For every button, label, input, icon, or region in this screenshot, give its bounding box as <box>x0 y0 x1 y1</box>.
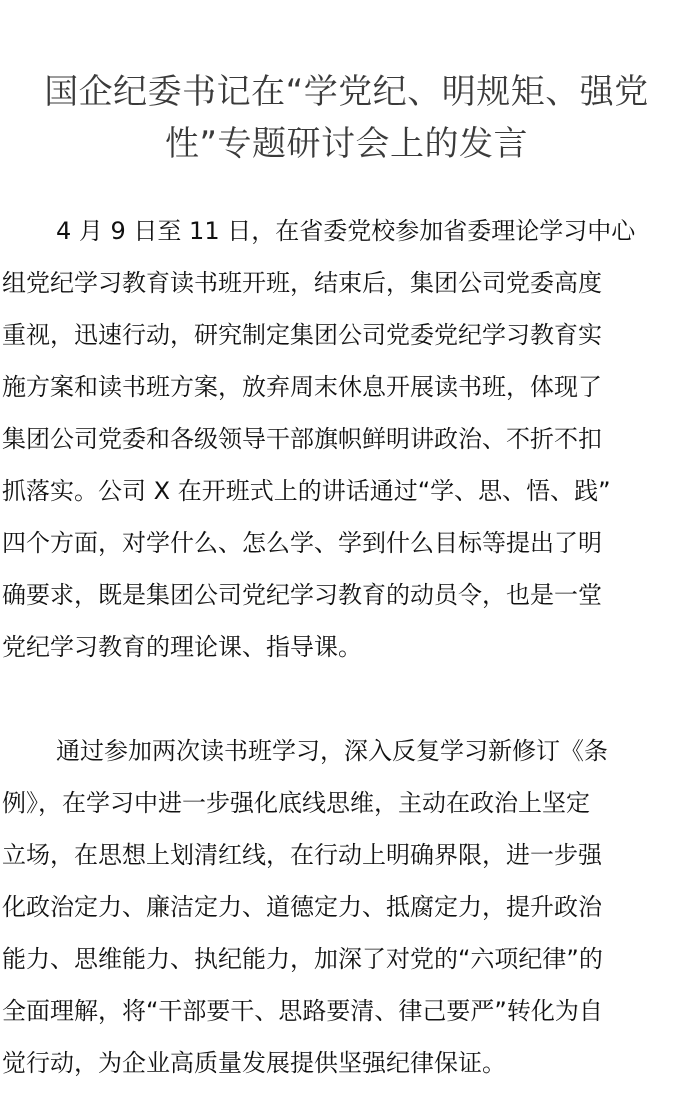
paragraph-line: 立场，在思想上划清红线，在行动上明确界限，进一步强 <box>2 841 602 869</box>
document-title <box>0 66 693 170</box>
paragraph-line: 集团公司党委和各级领导干部旗帜鲜明讲政治、不折不扣 <box>2 425 602 453</box>
title-line-1: 国企纪委书记在“学党纪、明规矩、强党 <box>44 72 649 112</box>
paragraph-line: 觉行动，为企业高质量发展提供坚强纪律保证。 <box>2 1049 506 1077</box>
paragraph-line: 例》，在学习中进一步强化底线思维，主动在政治上坚定 <box>2 789 590 817</box>
paragraph-line: 组党纪学习教育读书班开班，结束后，集团公司党委高度 <box>2 269 602 297</box>
paragraph-line: 4 月 9 日至 11 日，在省委党校参加省委理论学习中心 <box>56 217 636 245</box>
paragraph-line: 抓落实。公司 X 在开班式上的讲话通过“学、思、悟、践” <box>2 477 611 505</box>
paragraph-line: 全面理解，将“干部要干、思路要清、律己要严”转化为自 <box>2 997 603 1025</box>
paragraph-line: 施方案和读书班方案，放弃周末休息开展读书班，体现了 <box>2 373 602 401</box>
title-line-2: 性”专题研讨会上的发言 <box>164 124 529 164</box>
paragraph-line: 化政治定力、廉洁定力、道德定力、抵腐定力，提升政治 <box>2 893 602 921</box>
paragraph-1 <box>2 205 666 673</box>
paragraph-line: 党纪学习教育的理论课、指导课。 <box>2 633 362 661</box>
paragraph-2 <box>2 725 666 1089</box>
paragraph-line: 四个方面，对学什么、怎么学、学到什么目标等提出了明 <box>2 529 602 557</box>
paragraph-line: 确要求，既是集团公司党纪学习教育的动员令，也是一堂 <box>2 581 602 609</box>
paragraph-line: 重视，迅速行动，研究制定集团公司党委党纪学习教育实 <box>2 321 602 349</box>
paragraph-spacer <box>2 673 666 725</box>
document-body <box>2 205 666 1089</box>
paragraph-line: 通过参加两次读书班学习，深入反复学习新修订《条 <box>56 737 608 765</box>
paragraph-line: 能力、思维能力、执纪能力，加深了对党的“六项纪律”的 <box>2 945 603 973</box>
